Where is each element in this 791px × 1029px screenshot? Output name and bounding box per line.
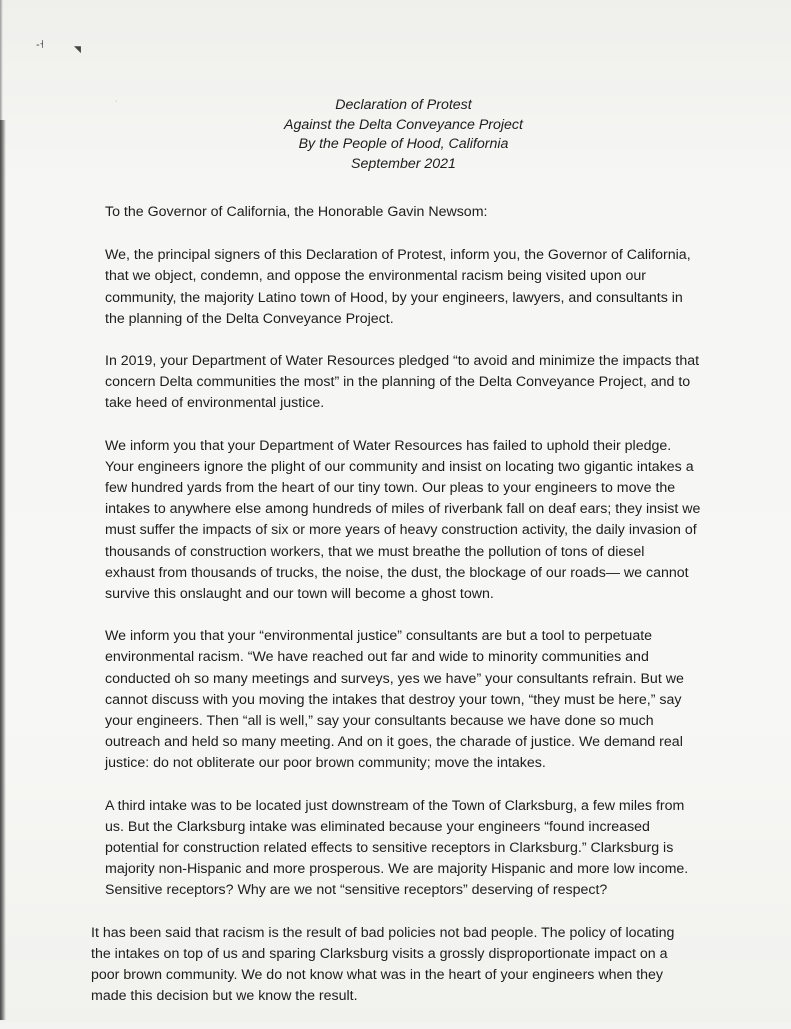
paragraph-3: We inform you that your Department of Water Resources has failed to uphold their pledge. Your engineers ignore the plight of our community and insist on locating two gigantic intakes a few hundred yards from the heart of our tiny town. Our pleas to your engineers to move the intakes to anywhere else among hundreds of miles of riverbank fall on deaf ears; they insist we must suffer the impacts of six or more years of heavy construction activity, the daily invasion of thousands of construction workers, that we must breathe the pollution of tons of diesel exhaust from thousands of trucks, the noise, the dust, the blockage of our roads— we cannot survive this onslaught and our town will become a ghost town. xyxy=(105,437,701,603)
document-title: Declaration of Protest xyxy=(335,97,472,113)
paragraph-5: A third intake was to be located just downstream of the Town of Clarksburg, a few miles from us. But the Clarksburg intake was eliminated because your engineers “found increased potential for construction related effects to sensitive receptors in Clarksburg.” Clarksburg is majority non-Hispanic and more prosperous. We are majority Hispanic and more low income. Sensitive receptors? Why are we not “sensitive receptors” deserving of respect? xyxy=(105,797,689,899)
paragraph-1: We, the principal signers of this Declaration of Protest, inform you, the Governor of California, that we object, condemn, and oppose the environmental racism being visited upon our community, the majority Latino town of Hood, by your engineers, lawyers, and consultants in the planning of the Delta Conveyance Project. xyxy=(105,247,691,327)
paragraph-4: We inform you that your “environmental justice” consultants are but a tool to perpetuate environmental racism. “We have reached out far and wide to minority communities and conducted oh so many meetings and surveys, yes we have” your consultants refrain. But we cannot discuss with you moving the intakes that destroy your town, “they must be here,” say your engineers. Then “all is well,” say your consultants because we have done so much outreach and held so many meeting. And on it goes, the charade of justice. We demand real justice: do not obliterate our poor brown community; move the intakes. xyxy=(105,628,684,772)
dust-speck: · xyxy=(115,98,118,105)
document-byline: By the People of Hood, California xyxy=(298,136,509,152)
salutation: To the Governor of California, the Honorable Gavin Newsom: xyxy=(105,204,488,220)
document-date: September 2021 xyxy=(351,155,456,172)
document-header xyxy=(0,96,791,174)
pen-mark: ◥ xyxy=(74,44,81,54)
document-body xyxy=(91,202,705,1029)
paragraph-6: It has been said that racism is the result of bad policies not bad people. The policy of locating the intakes on top of us and sparing Clarksburg visits a grossly disproportionate impact on a poor brown community. We do not know what was in the heart of your engineers when they made this decision but we know the result. xyxy=(91,924,675,1005)
document-subtitle: Against the Delta Conveyance Project xyxy=(284,116,523,133)
scan-shadow-edge xyxy=(0,120,6,1020)
paragraph-2: In 2019, your Department of Water Resources pledged “to avoid and minimize the impacts that concern Delta communities the most” in the planning of the Delta Conveyance Project, and to take heed of environmental justice. xyxy=(105,353,700,412)
handwritten-mark: -˧ xyxy=(36,39,44,51)
